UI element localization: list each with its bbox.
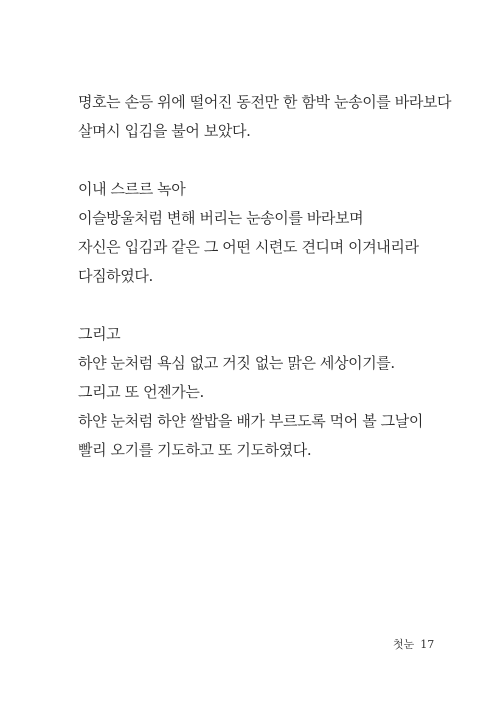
text-line: 그리고 또 언젠가는. <box>78 383 204 401</box>
paragraph-break <box>78 291 478 320</box>
page-footer <box>393 636 434 652</box>
text-line: 그리고 <box>78 325 121 343</box>
text-line: 빨리 오기를 기도하고 또 기도하였다. <box>78 441 312 459</box>
text-line: 살며시 입김을 불어 보았다. <box>78 122 251 140</box>
text-line: 다짐하였다. <box>78 267 153 285</box>
body-text <box>78 88 478 465</box>
page-number: 17 <box>420 638 435 651</box>
text-line: 하얀 눈처럼 하얀 쌀밥을 배가 부르도록 먹어 볼 그날이 <box>78 412 423 430</box>
chapter-title: 첫눈 <box>393 638 415 651</box>
text-line: 이슬방울처럼 변해 버리는 눈송이를 바라보며 <box>78 209 364 227</box>
text-line: 하얀 눈처럼 욕심 없고 거짓 없는 맑은 세상이기를. <box>78 354 395 372</box>
text-line: 명호는 손등 위에 떨어진 동전만 한 함박 눈송이를 바라보다 <box>78 93 452 111</box>
text-line: 이내 스르르 녹아 <box>78 180 186 198</box>
paragraph-break <box>78 146 478 175</box>
text-line: 자신은 입김과 같은 그 어떤 시련도 견디며 이겨내리라 <box>78 238 419 256</box>
